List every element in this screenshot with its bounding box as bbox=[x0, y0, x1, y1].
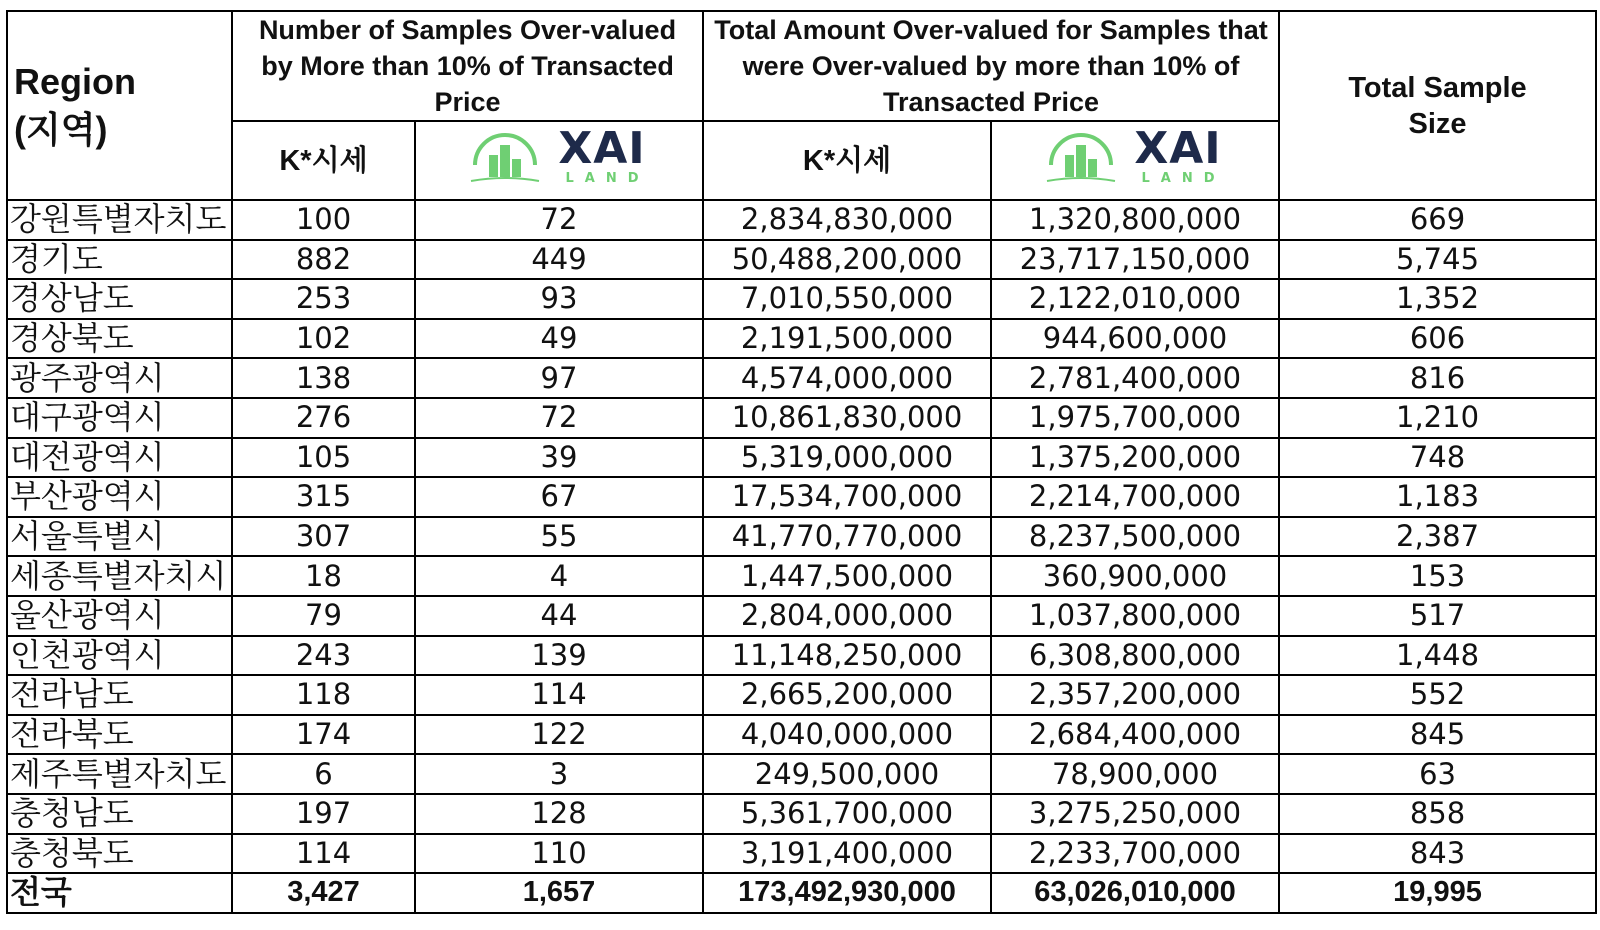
k-count-header: K*시세 bbox=[232, 121, 415, 200]
total-sample-cell: 843 bbox=[1279, 834, 1596, 874]
region-cell: 충청북도 bbox=[7, 834, 232, 874]
total-sample-cell: 1,183 bbox=[1279, 477, 1596, 517]
xai-amount-cell: 2,122,010,000 bbox=[991, 279, 1279, 319]
k-amount-cell: 2,665,200,000 bbox=[703, 675, 991, 715]
xai-count-cell: 449 bbox=[415, 240, 703, 280]
xai-amount-cell: 6,308,800,000 bbox=[991, 636, 1279, 676]
xai-count-cell: 72 bbox=[415, 200, 703, 240]
k-count-cell: 243 bbox=[232, 636, 415, 676]
k-count-cell: 105 bbox=[232, 438, 415, 478]
k-count-cell: 18 bbox=[232, 556, 415, 596]
table-row bbox=[7, 200, 1596, 240]
k-count-cell: 315 bbox=[232, 477, 415, 517]
k-count-cell: 276 bbox=[232, 398, 415, 438]
table-body bbox=[7, 200, 1596, 913]
region-cell: 울산광역시 bbox=[7, 596, 232, 636]
k-amount-cell: 2,191,500,000 bbox=[703, 319, 991, 359]
xai-count-cell: 139 bbox=[415, 636, 703, 676]
xai-count-cell: 4 bbox=[415, 556, 703, 596]
region-cell: 전라남도 bbox=[7, 675, 232, 715]
xai-logo-text: XAI bbox=[1134, 123, 1222, 174]
k-count-cell: 174 bbox=[232, 715, 415, 755]
xai-amount-cell: 2,357,200,000 bbox=[991, 675, 1279, 715]
region-cell: 경기도 bbox=[7, 240, 232, 280]
amount-group-header: Total Amount Over-valued for Samples that were Over-valued by more than 10% of Transacted Price bbox=[703, 11, 1279, 121]
region-cell: 강원특별자치도 bbox=[7, 200, 232, 240]
xai-amount-cell: 1,037,800,000 bbox=[991, 596, 1279, 636]
k-count-cell: 882 bbox=[232, 240, 415, 280]
xai-amount-cell: 1,975,700,000 bbox=[991, 398, 1279, 438]
xai-amount-cell: 360,900,000 bbox=[991, 556, 1279, 596]
xai-amount-cell: 2,233,700,000 bbox=[991, 834, 1279, 874]
xai-amount-cell: 944,600,000 bbox=[991, 319, 1279, 359]
region-cell: 대전광역시 bbox=[7, 438, 232, 478]
region-cell: 제주특별자치도 bbox=[7, 754, 232, 794]
region-cell: 광주광역시 bbox=[7, 358, 232, 398]
land-logo-text: LAND bbox=[1141, 171, 1226, 186]
k-count-cell: 79 bbox=[232, 596, 415, 636]
xai-land-logo bbox=[469, 125, 650, 187]
k-count-cell: 102 bbox=[232, 319, 415, 359]
k-amount-cell: 50,488,200,000 bbox=[703, 240, 991, 280]
region-cell: 서울특별시 bbox=[7, 517, 232, 557]
k-amount-cell: 249,500,000 bbox=[703, 754, 991, 794]
xai-count-cell: 128 bbox=[415, 794, 703, 834]
k-amount-cell: 173,492,930,000 bbox=[703, 873, 991, 913]
k-count-cell: 6 bbox=[232, 754, 415, 794]
k-amount-cell: 2,804,000,000 bbox=[703, 596, 991, 636]
k-amount-cell: 1,447,500,000 bbox=[703, 556, 991, 596]
table-row bbox=[7, 596, 1596, 636]
count-group-header: Number of Samples Over-valued by More than 10% of Transacted Price bbox=[232, 11, 703, 121]
total-sample-size-header: Total Sample Size bbox=[1279, 11, 1596, 200]
region-cell: 부산광역시 bbox=[7, 477, 232, 517]
total-sample-cell: 63 bbox=[1279, 754, 1596, 794]
region-cell: 전국 bbox=[7, 873, 232, 913]
total-sample-cell: 5,745 bbox=[1279, 240, 1596, 280]
region-cell: 인천광역시 bbox=[7, 636, 232, 676]
table-row bbox=[7, 358, 1596, 398]
table-row bbox=[7, 754, 1596, 794]
table-row bbox=[7, 675, 1596, 715]
xai-count-cell: 122 bbox=[415, 715, 703, 755]
total-sample-cell: 606 bbox=[1279, 319, 1596, 359]
xai-amount-cell: 2,684,400,000 bbox=[991, 715, 1279, 755]
k-amount-cell: 7,010,550,000 bbox=[703, 279, 991, 319]
table-row bbox=[7, 834, 1596, 874]
k-count-cell: 253 bbox=[232, 279, 415, 319]
table-row bbox=[7, 319, 1596, 359]
xai-count-cell: 97 bbox=[415, 358, 703, 398]
xai-land-building-logo-icon bbox=[469, 125, 541, 187]
table-row bbox=[7, 240, 1596, 280]
k-amount-header: K*시세 bbox=[703, 121, 991, 200]
k-amount-cell: 17,534,700,000 bbox=[703, 477, 991, 517]
total-sample-cell: 845 bbox=[1279, 715, 1596, 755]
k-amount-cell: 3,191,400,000 bbox=[703, 834, 991, 874]
total-sample-cell: 858 bbox=[1279, 794, 1596, 834]
xai-count-cell: 3 bbox=[415, 754, 703, 794]
total-sample-cell: 1,210 bbox=[1279, 398, 1596, 438]
xai-amount-cell: 3,275,250,000 bbox=[991, 794, 1279, 834]
xai-count-cell: 39 bbox=[415, 438, 703, 478]
xai-count-cell: 114 bbox=[415, 675, 703, 715]
total-sample-cell: 1,448 bbox=[1279, 636, 1596, 676]
table-row bbox=[7, 477, 1596, 517]
table-row bbox=[7, 556, 1596, 596]
k-amount-cell: 5,319,000,000 bbox=[703, 438, 991, 478]
total-sample-cell: 552 bbox=[1279, 675, 1596, 715]
xai-count-header bbox=[415, 121, 703, 200]
table-row bbox=[7, 438, 1596, 478]
total-sample-cell: 19,995 bbox=[1279, 873, 1596, 913]
k-amount-cell: 2,834,830,000 bbox=[703, 200, 991, 240]
total-sample-cell: 517 bbox=[1279, 596, 1596, 636]
xai-count-cell: 67 bbox=[415, 477, 703, 517]
k-amount-cell: 4,040,000,000 bbox=[703, 715, 991, 755]
xai-count-cell: 110 bbox=[415, 834, 703, 874]
k-amount-cell: 11,148,250,000 bbox=[703, 636, 991, 676]
xai-amount-cell: 2,781,400,000 bbox=[991, 358, 1279, 398]
xai-amount-header bbox=[991, 121, 1279, 200]
xai-amount-cell: 2,214,700,000 bbox=[991, 477, 1279, 517]
k-count-cell: 197 bbox=[232, 794, 415, 834]
table-row bbox=[7, 517, 1596, 557]
total-sample-cell: 816 bbox=[1279, 358, 1596, 398]
k-amount-cell: 41,770,770,000 bbox=[703, 517, 991, 557]
total-sample-cell: 748 bbox=[1279, 438, 1596, 478]
overvaluation-table bbox=[6, 10, 1597, 914]
k-amount-cell: 10,861,830,000 bbox=[703, 398, 991, 438]
xai-land-logo bbox=[1045, 125, 1226, 187]
k-amount-cell: 4,574,000,000 bbox=[703, 358, 991, 398]
k-count-cell: 138 bbox=[232, 358, 415, 398]
region-cell: 세종특별자치시 bbox=[7, 556, 232, 596]
xai-count-cell: 55 bbox=[415, 517, 703, 557]
xai-amount-cell: 78,900,000 bbox=[991, 754, 1279, 794]
xai-amount-cell: 1,375,200,000 bbox=[991, 438, 1279, 478]
total-row bbox=[7, 873, 1596, 913]
region-cell: 충청남도 bbox=[7, 794, 232, 834]
total-sample-cell: 2,387 bbox=[1279, 517, 1596, 557]
k-count-cell: 3,427 bbox=[232, 873, 415, 913]
table-row bbox=[7, 794, 1596, 834]
table-row bbox=[7, 398, 1596, 438]
k-count-cell: 118 bbox=[232, 675, 415, 715]
region-cell: 경상북도 bbox=[7, 319, 232, 359]
region-cell: 전라북도 bbox=[7, 715, 232, 755]
table-row bbox=[7, 636, 1596, 676]
region-cell: 대구광역시 bbox=[7, 398, 232, 438]
xai-amount-cell: 1,320,800,000 bbox=[991, 200, 1279, 240]
table-row bbox=[7, 715, 1596, 755]
xai-count-cell: 44 bbox=[415, 596, 703, 636]
total-sample-cell: 153 bbox=[1279, 556, 1596, 596]
xai-land-building-logo-icon bbox=[1045, 125, 1117, 187]
k-amount-cell: 5,361,700,000 bbox=[703, 794, 991, 834]
xai-count-cell: 72 bbox=[415, 398, 703, 438]
total-sample-cell: 669 bbox=[1279, 200, 1596, 240]
total-sample-cell: 1,352 bbox=[1279, 279, 1596, 319]
region-cell: 경상남도 bbox=[7, 279, 232, 319]
xai-count-cell: 49 bbox=[415, 319, 703, 359]
xai-amount-cell: 63,026,010,000 bbox=[991, 873, 1279, 913]
xai-amount-cell: 8,237,500,000 bbox=[991, 517, 1279, 557]
region-header: Region (지역) bbox=[7, 11, 232, 200]
xai-count-cell: 93 bbox=[415, 279, 703, 319]
xai-amount-cell: 23,717,150,000 bbox=[991, 240, 1279, 280]
table-row bbox=[7, 279, 1596, 319]
land-logo-text: LAND bbox=[565, 171, 650, 186]
xai-count-cell: 1,657 bbox=[415, 873, 703, 913]
k-count-cell: 307 bbox=[232, 517, 415, 557]
xai-logo-text: XAI bbox=[558, 123, 646, 174]
k-count-cell: 100 bbox=[232, 200, 415, 240]
k-count-cell: 114 bbox=[232, 834, 415, 874]
